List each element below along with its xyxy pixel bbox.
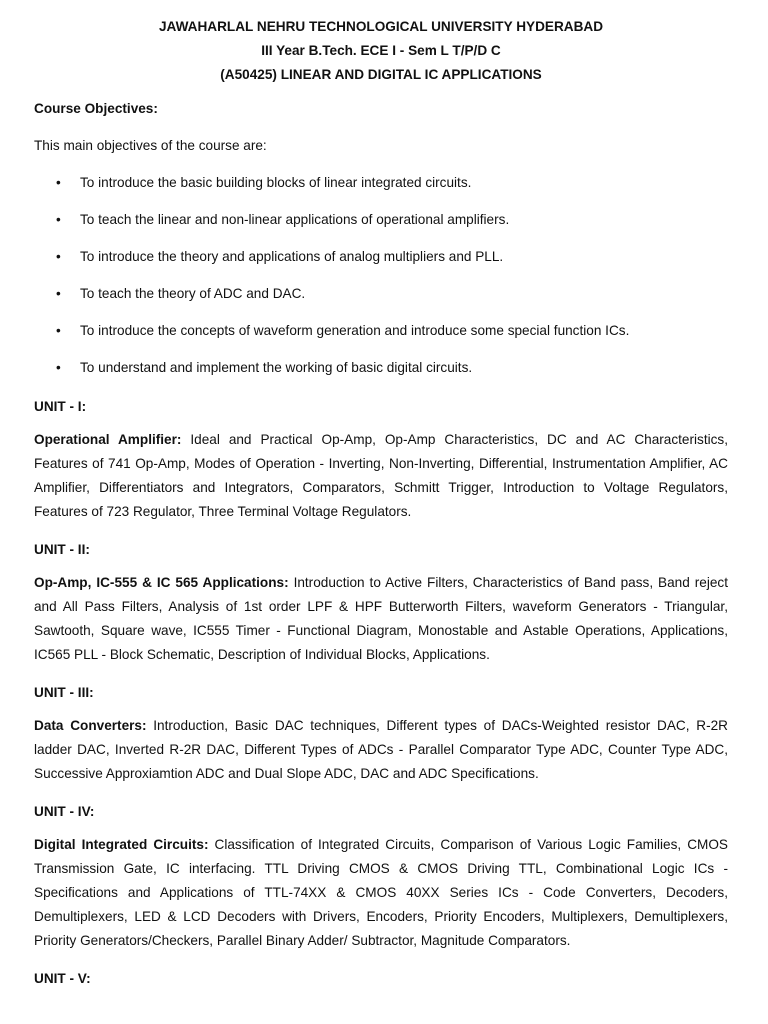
unit-3-text: Introduction, Basic DAC techniques, Different types of DACs-Weighted resistor DAC, R-2R ladder DAC, Inverted R-2R DAC, Different Types of ADCs - Parallel Comparator Type ADC, Counter Type ADC, Successive Approxiamtion ADC and Dual Slope ADC, DAC and ADC Specifications. xyxy=(34,718,728,781)
objectives-intro: This main objectives of the course are: xyxy=(34,138,267,153)
unit-1-topic: Operational Amplifier: xyxy=(34,432,182,447)
objective-item: • To understand and implement the working of basic digital circuits. xyxy=(56,360,473,375)
document-page xyxy=(34,0,728,988)
objective-item: • To introduce the theory and applications of analog multipliers and PLL. xyxy=(56,249,504,264)
objective-item: • To introduce the concepts of waveform generation and introduce some special function ICs. xyxy=(56,323,630,338)
university-title: JAWAHARLAL NEHRU TECHNOLOGICAL UNIVERSITY HYDERABAD xyxy=(158,19,604,34)
unit-2-title: UNIT - II: xyxy=(34,542,90,557)
objective-item: • To teach the theory of ADC and DAC. xyxy=(56,286,306,301)
objective-item: • To teach the linear and non-linear applications of operational amplifiers. xyxy=(56,212,510,227)
unit-3-body xyxy=(34,714,728,786)
objective-item: • To introduce the basic building blocks of linear integrated circuits. xyxy=(56,175,472,190)
course-title: (A50425) LINEAR AND DIGITAL IC APPLICATIONS xyxy=(220,67,542,82)
unit-3-title: UNIT - III: xyxy=(34,685,94,700)
unit-5-title: UNIT - V: xyxy=(34,971,91,986)
unit-2-topic: Op-Amp, IC-555 & IC 565 Applications: xyxy=(34,575,289,590)
bullet-icon: • xyxy=(56,175,61,190)
bullet-icon: • xyxy=(56,323,61,338)
unit-4-body xyxy=(34,833,728,953)
unit-4-title: UNIT - IV: xyxy=(34,804,95,819)
year-semester-line: III Year B.Tech. ECE I - Sem L T/P/D C xyxy=(261,43,501,58)
objectives-list xyxy=(34,174,728,377)
unit-3-topic: Data Converters: xyxy=(34,718,147,733)
unit-1-body xyxy=(34,428,728,524)
unit-2-text: Introduction to Active Filters, Characteristics of Band pass, Band reject and All Pass Filters, Analysis of 1st order LPF & HPF Butterworth Filters, waveform Generators - Triangular, Sawtooth, Square wave, IC555 Timer - Functional Diagram, Monostable and Astable Operations, Applications, IC565 PLL - Block Schematic, Description of Individual Blocks, Applications. xyxy=(34,575,728,662)
unit-4-text: Classification of Integrated Circuits, Comparison of Various Logic Families, CMOS Transmission Gate, IC interfacing. TTL Driving CMOS & CMOS Driving TTL, Combinational Logic ICs - Specifications and Applications of TTL-74XX & CMOS 40XX Series ICs - Code Converters, Decoders, Demultiplexers, LED & LCD Decoders with Drivers, Encoders, Priority Encoders, Multiplexers, Demultiplexers, Priority Generators/Checkers, Parallel Binary Adder/ Subtractor, Magnitude Comparators. xyxy=(34,837,728,948)
objectives-heading: Course Objectives: xyxy=(34,101,158,116)
bullet-icon: • xyxy=(56,249,61,264)
unit-1-title: UNIT - I: xyxy=(34,399,87,414)
unit-4-topic: Digital Integrated Circuits: xyxy=(34,837,209,852)
bullet-icon: • xyxy=(56,286,61,301)
bullet-icon: • xyxy=(56,360,61,375)
unit-2-body xyxy=(34,571,728,667)
bullet-icon: • xyxy=(56,212,61,227)
unit-1-text: Ideal and Practical Op-Amp, Op-Amp Characteristics, DC and AC Characteristics, Features of 741 Op-Amp, Modes of Operation - Inverting, Non-Inverting, Differential, Instrumentation Amplifier, AC Amplifier, Differentiators and Integrators, Comparators, Schmitt Trigger, Introduction to Voltage Regulators, Features of 723 Regulator, Three Terminal Voltage Regulators. xyxy=(34,432,729,519)
